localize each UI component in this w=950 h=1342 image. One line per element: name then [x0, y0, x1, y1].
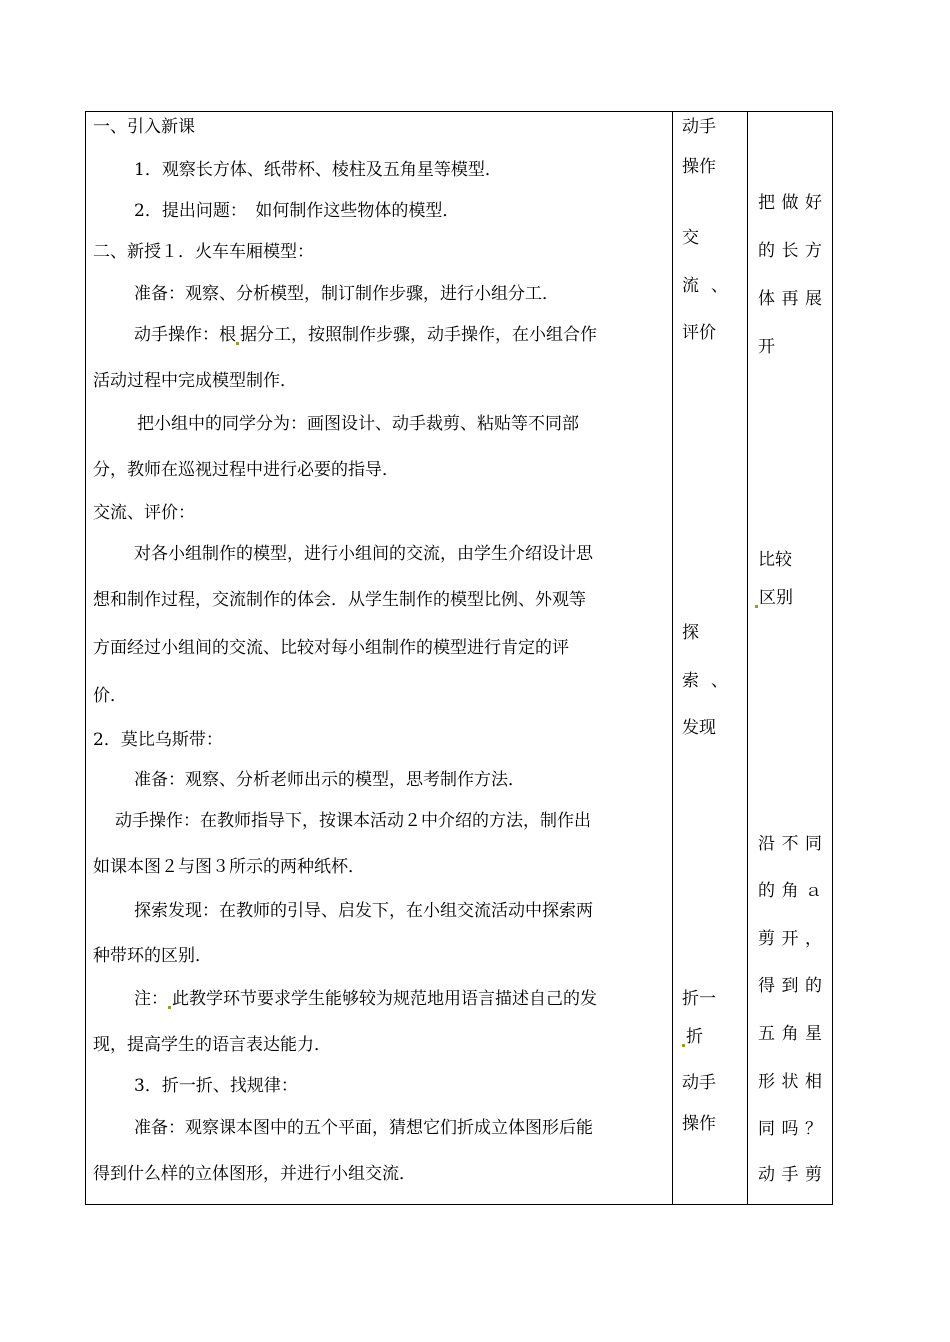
- text-line: 2．提出问题： 如何制作这些物体的模型．: [134, 201, 460, 221]
- text-line: 准备：观察、分析老师出示的模型，思考制作方法．: [134, 770, 525, 790]
- text-line: 分，教师在巡视过程中进行必要的指导．: [93, 460, 399, 480]
- text-line: 得到什么样的立体图形，并进行小组交流．: [93, 1164, 416, 1184]
- activity-label: 动手: [682, 117, 716, 137]
- text-line: 准备：观察、分析模型，制订制作步骤，进行小组分工．: [134, 284, 559, 304]
- note-line: 五 角 星: [758, 1024, 822, 1044]
- section-heading: 3．折一折、找规律：: [134, 1076, 298, 1096]
- note-line: 同 吗 ？: [758, 1119, 822, 1139]
- text-line: 对各小组制作的模型，进行小组间的交流，由学生介绍设计思: [134, 544, 593, 564]
- highlight-mark: [168, 1006, 171, 1009]
- text-line: 动手操作：根 据分工，按照制作步骤，动手操作，在小组合作: [134, 325, 597, 345]
- section-heading: 一、引入新课: [93, 117, 195, 137]
- activity-label: 探: [682, 623, 699, 643]
- text-line: 价．: [93, 686, 127, 706]
- column-divider: [747, 112, 748, 1204]
- note-line: 的 长 方: [758, 241, 822, 261]
- note-line: 形 状 相: [758, 1072, 822, 1092]
- activity-label: 评价: [682, 323, 716, 343]
- activity-label: 发现: [682, 718, 716, 738]
- text-line: 1．观察长方体、纸带杯、棱柱及五角星等模型．: [134, 160, 502, 180]
- text-line: 把小组中的同学分为：画图设计、动手裁剪、粘贴等不同部: [137, 414, 579, 434]
- section-heading: 二、新授１．火车车厢模型：: [93, 242, 314, 262]
- activity-label: 操作: [682, 157, 716, 177]
- highlight-mark: [755, 605, 758, 608]
- text-line: 注： 此教学环节要求学生能够较为规范地用语言描述自己的发: [134, 989, 597, 1009]
- column-divider: [672, 112, 673, 1204]
- text-line: 种带环的区别．: [93, 946, 212, 966]
- activity-label: 折一: [682, 989, 716, 1009]
- note-line: 剪 开 ，: [758, 929, 822, 949]
- section-heading: 2．莫比乌斯带：: [93, 730, 223, 750]
- note-line: 把 做 好: [758, 193, 822, 213]
- text-line: 现，提高学生的语言表达能力．: [93, 1035, 331, 1055]
- activity-label: 折: [682, 1027, 703, 1047]
- activity-label: 动手: [682, 1073, 716, 1093]
- highlight-mark: [682, 1044, 685, 1047]
- activity-label: 索 、: [682, 671, 728, 691]
- activity-label: 操作: [682, 1114, 716, 1134]
- note-line: 开: [758, 337, 775, 357]
- text-line: 动手操作：在教师指导下，按课本活动２中介绍的方法，制作出: [115, 811, 591, 831]
- activity-label: 流 、: [682, 276, 728, 296]
- text-line: 方面经过小组间的交流、比较对每小组制作的模型进行肯定的评: [93, 638, 569, 658]
- note-line: 区别: [755, 588, 793, 608]
- note-line: 体 再 展: [758, 289, 822, 309]
- section-heading: 交流、评价：: [93, 503, 195, 523]
- text-line: 想和制作过程，交流制作的体会．从学生制作的模型比例、外观等: [93, 590, 586, 610]
- note-line: 得 到 的: [758, 976, 822, 996]
- text-line: 探索发现：在教师的引导、启发下，在小组交流活动中探索两: [134, 901, 593, 921]
- text-line: 如课本图２与图３所示的两种纸杯．: [93, 857, 365, 877]
- note-line: 比较: [758, 550, 792, 570]
- highlight-mark: [236, 342, 239, 345]
- note-line: 沿 不 同: [758, 834, 822, 854]
- note-line: 动 手 剪: [758, 1165, 822, 1185]
- note-line: 的 角 ａ: [758, 881, 822, 901]
- text-line: 准备：观察课本图中的五个平面，猜想它们折成立体图形后能: [134, 1118, 593, 1138]
- text-line: 活动过程中完成模型制作．: [93, 371, 297, 391]
- activity-label: 交: [682, 228, 699, 248]
